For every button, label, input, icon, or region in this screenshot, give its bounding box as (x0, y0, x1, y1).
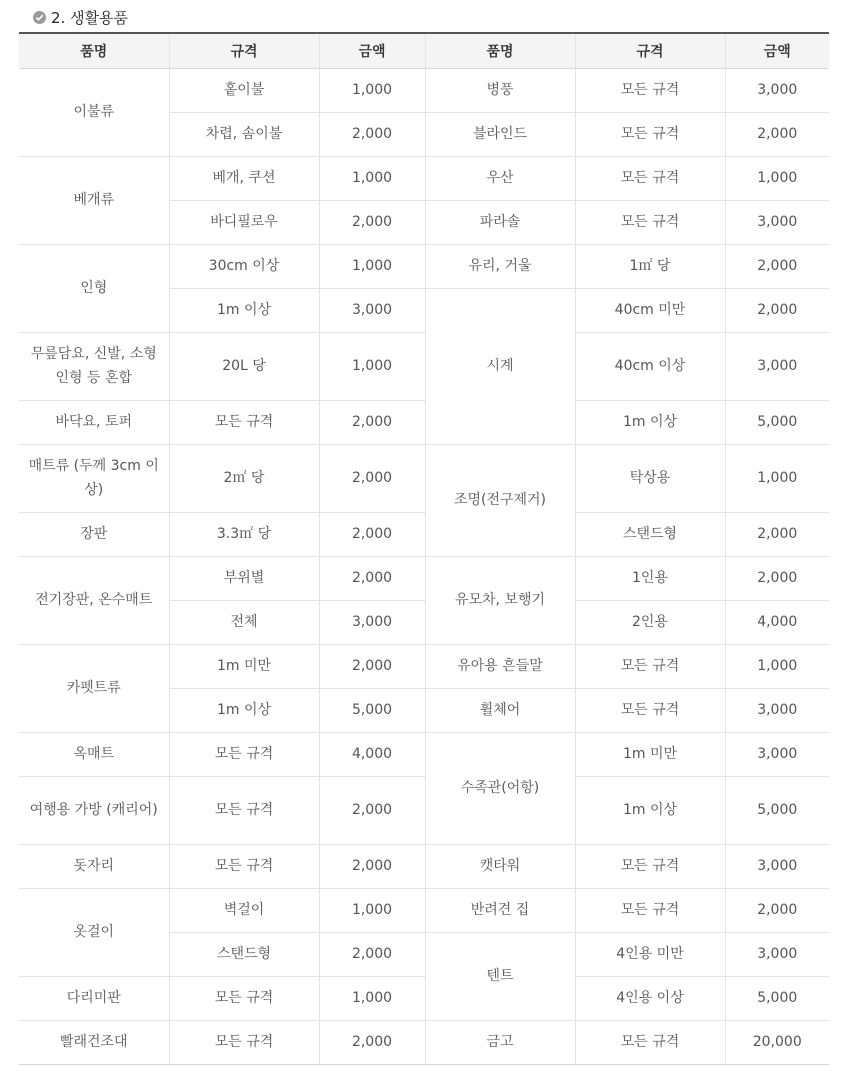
section-heading (33, 6, 128, 28)
item-spec: 모든 규격 (575, 688, 725, 732)
item-spec: 모든 규격 (169, 732, 319, 776)
item-name: 옥매트 (19, 732, 169, 776)
item-price: 1,000 (319, 976, 425, 1020)
table-row (19, 332, 829, 400)
item-spec: 모든 규격 (169, 844, 319, 888)
item-spec: 1m 이상 (575, 400, 725, 444)
item-price: 2,000 (725, 244, 829, 288)
table-row (19, 444, 829, 512)
item-name: 블라인드 (425, 112, 575, 156)
table-row (19, 68, 829, 112)
item-price: 3,000 (725, 200, 829, 244)
item-name: 반려견 집 (425, 888, 575, 932)
item-spec: 모든 규격 (169, 1020, 319, 1064)
item-price: 2,000 (319, 444, 425, 512)
item-spec: 스탠드형 (169, 932, 319, 976)
table-row (19, 888, 829, 932)
item-name: 파라솔 (425, 200, 575, 244)
section-title: 2. 생활용품 (51, 8, 129, 27)
item-price: 2,000 (725, 512, 829, 556)
item-spec: 1㎡ 당 (575, 244, 725, 288)
item-name: 유모차, 보행기 (425, 556, 575, 644)
item-price: 2,000 (725, 112, 829, 156)
table-row (19, 1020, 829, 1064)
item-price: 20,000 (725, 1020, 829, 1064)
item-name: 장판 (19, 512, 169, 556)
item-name: 바닥요, 토퍼 (19, 400, 169, 444)
item-spec: 1m 이상 (169, 288, 319, 332)
item-price: 2,000 (725, 888, 829, 932)
item-spec: 모든 규격 (575, 1020, 725, 1064)
table-row (19, 400, 829, 444)
item-spec: 모든 규격 (575, 156, 725, 200)
item-name: 이불류 (19, 68, 169, 156)
item-price: 2,000 (725, 288, 829, 332)
item-price: 3,000 (725, 332, 829, 400)
item-price: 1,000 (319, 244, 425, 288)
item-price: 2,000 (319, 512, 425, 556)
item-spec: 모든 규격 (575, 112, 725, 156)
item-name: 우산 (425, 156, 575, 200)
item-name: 매트류 (두께 3cm 이상) (19, 444, 169, 512)
table-row (19, 156, 829, 200)
item-spec: 30cm 이상 (169, 244, 319, 288)
item-price: 3,000 (725, 68, 829, 112)
item-name: 카펫트류 (19, 644, 169, 732)
item-spec: 벽걸이 (169, 888, 319, 932)
table-row (19, 244, 829, 288)
item-spec: 1m 이상 (169, 688, 319, 732)
item-name: 유아용 흔들말 (425, 644, 575, 688)
item-name: 베개류 (19, 156, 169, 244)
table-row (19, 732, 829, 776)
item-price: 1,000 (319, 888, 425, 932)
item-spec: 4인용 이상 (575, 976, 725, 1020)
check-circle-icon (33, 11, 46, 24)
item-price: 2,000 (319, 932, 425, 976)
item-price: 2,000 (319, 556, 425, 600)
item-price: 1,000 (725, 644, 829, 688)
item-name: 금고 (425, 1020, 575, 1064)
item-spec: 모든 규격 (575, 644, 725, 688)
table-row (19, 776, 829, 844)
item-name: 유리, 거울 (425, 244, 575, 288)
item-price: 2,000 (319, 400, 425, 444)
item-spec: 모든 규격 (575, 200, 725, 244)
item-price: 3,000 (319, 288, 425, 332)
item-price: 5,000 (725, 776, 829, 844)
item-price: 1,000 (725, 444, 829, 512)
item-price: 1,000 (725, 156, 829, 200)
item-price: 5,000 (725, 400, 829, 444)
item-price: 3,000 (725, 688, 829, 732)
item-name: 캣타워 (425, 844, 575, 888)
item-spec: 1m 미만 (575, 732, 725, 776)
item-price: 5,000 (319, 688, 425, 732)
table-row (19, 976, 829, 1020)
item-name: 빨래건조대 (19, 1020, 169, 1064)
item-price: 1,000 (319, 156, 425, 200)
table-header-row (19, 33, 829, 68)
item-price: 2,000 (319, 1020, 425, 1064)
item-spec: 전체 (169, 600, 319, 644)
item-price: 1,000 (319, 332, 425, 400)
item-name: 휠체어 (425, 688, 575, 732)
table-row (19, 644, 829, 688)
item-spec: 모든 규격 (169, 400, 319, 444)
item-spec: 모든 규격 (575, 68, 725, 112)
item-price: 3,000 (725, 932, 829, 976)
item-price: 3,000 (319, 600, 425, 644)
table-row (19, 512, 829, 556)
item-price: 5,000 (725, 976, 829, 1020)
item-spec: 20L 당 (169, 332, 319, 400)
item-name: 돗자리 (19, 844, 169, 888)
item-spec: 탁상용 (575, 444, 725, 512)
item-spec: 2인용 (575, 600, 725, 644)
item-price: 2,000 (319, 844, 425, 888)
item-price: 2,000 (319, 200, 425, 244)
item-spec: 40cm 미만 (575, 288, 725, 332)
item-spec: 4인용 미만 (575, 932, 725, 976)
item-spec: 스탠드형 (575, 512, 725, 556)
item-price: 2,000 (319, 644, 425, 688)
item-price: 4,000 (319, 732, 425, 776)
item-spec: 40cm 이상 (575, 332, 725, 400)
item-spec: 베개, 쿠션 (169, 156, 319, 200)
item-name: 여행용 가방 (캐리어) (19, 776, 169, 844)
item-price: 2,000 (319, 776, 425, 844)
item-spec: 모든 규격 (169, 776, 319, 844)
header-item-name: 품명 (19, 33, 169, 68)
item-name: 무릎담요, 신발, 소형 인형 등 혼합 (19, 332, 169, 400)
item-spec: 2㎡ 당 (169, 444, 319, 512)
item-spec: 1인용 (575, 556, 725, 600)
item-spec: 홑이불 (169, 68, 319, 112)
item-price: 2,000 (725, 556, 829, 600)
item-price: 1,000 (319, 68, 425, 112)
item-price: 4,000 (725, 600, 829, 644)
header-item-name: 품명 (425, 33, 575, 68)
item-spec: 부위별 (169, 556, 319, 600)
item-spec: 바디필로우 (169, 200, 319, 244)
item-spec: 모든 규격 (575, 844, 725, 888)
item-name: 전기장판, 온수매트 (19, 556, 169, 644)
item-name: 다리미판 (19, 976, 169, 1020)
item-spec: 모든 규격 (575, 888, 725, 932)
item-name: 텐트 (425, 932, 575, 1020)
item-spec: 3.3㎡ 당 (169, 512, 319, 556)
item-name: 조명(전구제거) (425, 444, 575, 556)
price-table (19, 32, 829, 1065)
table-row (19, 844, 829, 888)
header-price: 금액 (725, 33, 829, 68)
item-price: 3,000 (725, 732, 829, 776)
item-spec: 모든 규격 (169, 976, 319, 1020)
header-spec: 규격 (575, 33, 725, 68)
item-name: 옷걸이 (19, 888, 169, 976)
item-name: 인형 (19, 244, 169, 332)
item-price: 3,000 (725, 844, 829, 888)
header-spec: 규격 (169, 33, 319, 68)
item-price: 2,000 (319, 112, 425, 156)
item-spec: 1m 이상 (575, 776, 725, 844)
item-name: 시계 (425, 288, 575, 444)
header-price: 금액 (319, 33, 425, 68)
item-name: 병풍 (425, 68, 575, 112)
item-spec: 1m 미만 (169, 644, 319, 688)
table-row (19, 556, 829, 600)
item-name: 수족관(어항) (425, 732, 575, 844)
item-spec: 차렵, 솜이불 (169, 112, 319, 156)
